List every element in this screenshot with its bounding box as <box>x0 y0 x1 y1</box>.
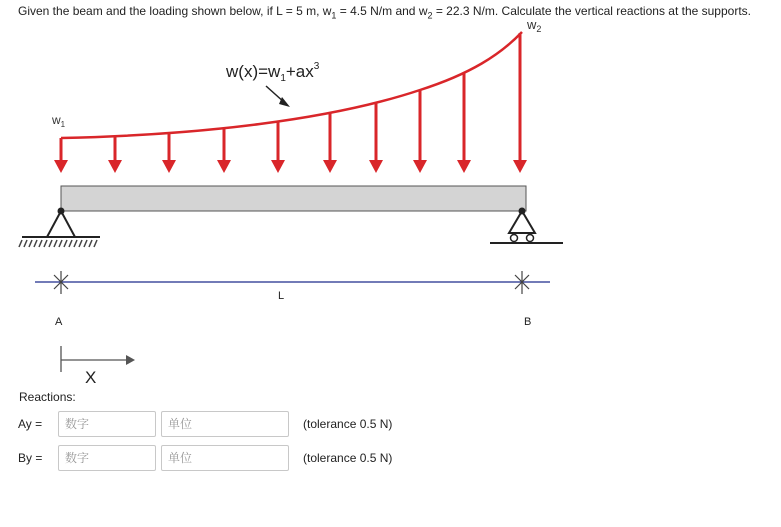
load-arrows <box>54 33 527 173</box>
ay-unit-input[interactable] <box>161 411 289 437</box>
w2-label: $w_2$ <box>527 17 542 34</box>
ay-value-input[interactable] <box>58 411 156 437</box>
by-unit-input[interactable] <box>161 445 289 471</box>
w1-label: $w_1$ <box>52 113 66 129</box>
reaction-row-ay <box>18 411 392 437</box>
by-tolerance: (tolerance 0.5 N) <box>303 451 393 465</box>
by-value-input[interactable] <box>58 445 156 471</box>
support-b-label: B <box>524 316 532 328</box>
length-label: L <box>278 290 285 302</box>
x-axis-label: X <box>85 368 97 387</box>
ay-tolerance: (tolerance 0.5 N) <box>303 417 393 431</box>
load-equation: $w(x)=w_1+ax^3$ <box>226 61 320 84</box>
by-label: By = <box>18 451 43 465</box>
load-curve <box>61 32 522 138</box>
reaction-row-by <box>18 445 392 471</box>
equation-pointer <box>266 86 290 107</box>
support-a-label: A <box>55 316 63 328</box>
beam <box>61 186 526 211</box>
roller-support-b <box>490 208 563 244</box>
pin-support-a <box>19 208 100 248</box>
ay-label: Ay = <box>18 417 43 431</box>
question-text: Given the beam and the loading shown below, if L = 5 m, $w_1 = 4.5$ N/m and $w_2 = 22.3$ N/m. Calculate the vertical reactions at the supports. <box>18 4 751 21</box>
reactions-title: Reactions: <box>19 390 76 404</box>
x-axis-arrow <box>61 346 135 372</box>
